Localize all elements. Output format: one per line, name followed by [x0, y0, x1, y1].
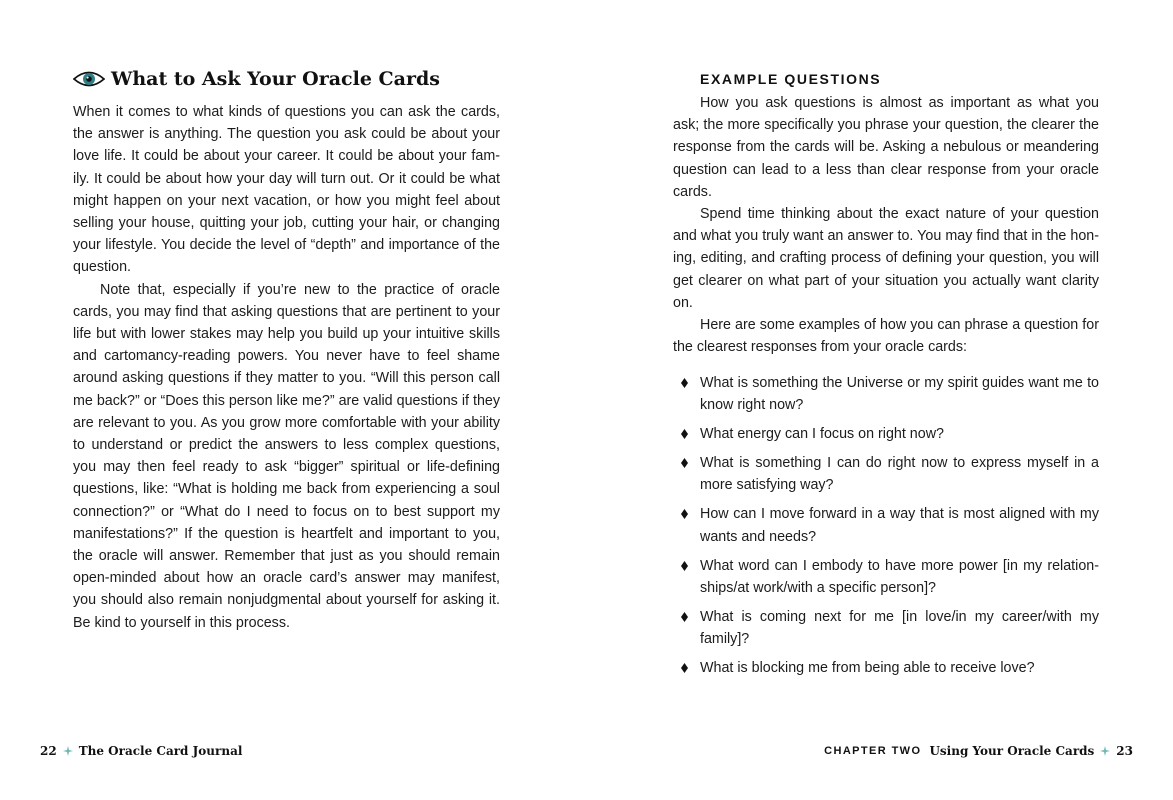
- section-heading-text: What to Ask Your Oracle Cards: [111, 68, 440, 90]
- left-paragraph-2: Note that, especially if you’re new to the practice of oracle cards, you may find that asking questions that are pertinent to your life but with lower stakes may help you build up your intuitive skills and cartomancy-reading powers. You never have to feel shame around asking questions if they matter to you. “Will this person call me back?” or “Does this person like me?” are valid questions if they are relevant to you. As you grow more comfortable with your ability to understand or predict the answers to less complex questions, you may then feel ready to ask “bigger” spiritual or life-defining questions, like: “What is holding me back from experiencing a soul connection?” or “What do I need to focus on to best support my manifestations?” If the question is heartfelt and important to you, the oracle will answer. Remember that just as you should remain open-minded about how an oracle card’s answer may manifest, you should also remain nonjudgmental about yourself for asking it. Be kind to yourself in this process.: [73, 281, 500, 631]
- right-body: [673, 92, 1099, 358]
- right-footer: [824, 744, 1133, 758]
- list-item: [673, 452, 1099, 496]
- chapter-label: CHAPTER TWO: [824, 745, 922, 757]
- question-text: What word can I embody to have more power [in my relation-ships/at work/with a specific person]?: [700, 557, 1099, 596]
- diamond-icon: [681, 378, 688, 388]
- diamond-icon: [681, 561, 688, 571]
- list-item: [673, 657, 1099, 679]
- left-page-number: 22: [40, 744, 57, 758]
- diamond-icon: [681, 458, 688, 468]
- right-page-number: 23: [1116, 744, 1133, 758]
- left-paragraph-1: When it comes to what kinds of questions you can ask the cards, the answer is anything. The question you ask could be about your love life. It could be about your career. It could be about your fam-ily. It could be about how your day will turn out. Or it could be what might happen on your next vacation, or how you might feel about selling your house, quitting your job, cutting your hair, or changing your lifestyle. You decide the level of “depth” and importance of the question.: [73, 104, 500, 276]
- example-question-list: [673, 372, 1099, 686]
- diamond-icon: [681, 509, 688, 519]
- left-footer: [40, 744, 242, 758]
- list-item: [673, 606, 1099, 650]
- list-item: [673, 423, 1099, 445]
- list-item: [673, 372, 1099, 416]
- question-text: What is blocking me from being able to receive love?: [700, 660, 1035, 677]
- eye-icon: [73, 68, 105, 90]
- right-paragraph-2: Spend time thinking about the exact nature of your question and what you truly want an answer to. You may find that in the hon-ing, editing, and crafting process of defining your question, you will get clearer on what part of your situation you actually want clarity on.: [673, 206, 1099, 311]
- question-text: What is something the Universe or my spirit guides want me to know right now?: [700, 375, 1099, 414]
- book-title: The Oracle Card Journal: [78, 744, 243, 758]
- question-text: What is something I can do right now to express myself in a more satisfying way?: [700, 455, 1099, 494]
- example-questions-heading: EXAMPLE QUESTIONS: [700, 71, 882, 87]
- sparkle-icon: [1100, 746, 1110, 756]
- right-paragraph-1: How you ask questions is almost as important as what you ask; the more specifically you phrase your question, the clearer the response from the cards will be. Asking a nebulous or meandering question can lead to a less than clear response from your oracle cards.: [673, 95, 1099, 200]
- question-text: What energy can I focus on right now?: [700, 426, 944, 443]
- chapter-title: Using Your Oracle Cards: [929, 744, 1095, 758]
- sparkle-icon: [63, 746, 73, 756]
- diamond-icon: [681, 612, 688, 622]
- right-paragraph-3: Here are some examples of how you can phrase a question for the clearest responses from your oracle cards:: [673, 317, 1099, 356]
- list-item: [673, 503, 1099, 547]
- question-text: What is coming next for me [in love/in my career/with my family]?: [700, 608, 1099, 648]
- right-page: [586, 0, 1173, 800]
- question-text: How can I move forward in a way that is most aligned with my wants and needs?: [700, 506, 1099, 545]
- list-item: [673, 555, 1099, 599]
- diamond-icon: [681, 663, 688, 673]
- left-page: [0, 0, 586, 800]
- left-body: [73, 101, 500, 634]
- diamond-icon: [681, 429, 688, 439]
- section-heading: [73, 68, 513, 90]
